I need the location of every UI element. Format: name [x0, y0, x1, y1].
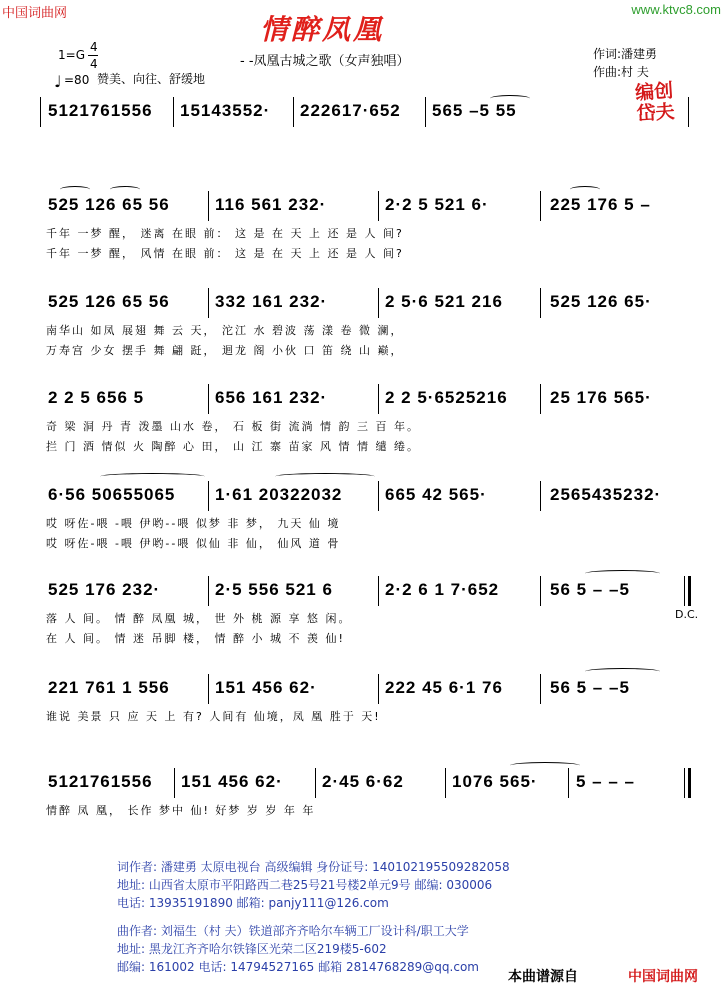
measure: 25 176 565· [550, 388, 652, 407]
measure-row [40, 195, 690, 221]
slur [100, 473, 205, 480]
barline [173, 97, 174, 127]
composer-credit: 作曲:村 夫 [593, 65, 649, 79]
measure: 2·2 5 521 6· [385, 195, 489, 214]
seal-line-1: 编创 [634, 79, 674, 105]
barline [208, 191, 209, 221]
da-capo-marking: D.C. [675, 608, 699, 621]
barline [208, 288, 209, 318]
footer-source: 本曲谱源自 [508, 969, 578, 985]
measure: 665 42 565· [385, 485, 487, 504]
barline [208, 384, 209, 414]
song-subtitle: - -凤凰古城之歌（女声独唱） [240, 54, 410, 69]
slur [490, 95, 530, 102]
slur [275, 473, 375, 480]
measure-row [40, 678, 690, 704]
final-barline-thick [688, 576, 691, 606]
lyricist-info-2: 地址: 山西省太原市平阳路西二巷25号21号楼2单元9号 邮编: 030006 [117, 878, 493, 892]
measure: 56 5 – –5 [550, 678, 630, 697]
measure: 2 2 5·6525216 [385, 388, 508, 407]
measure: 656 161 232· [215, 388, 328, 407]
lyric-line-2: 万寿宫 少女 摆手 舞 翩 跹， 迴龙 阁 小伙 口 笛 绕 山 巅， [46, 344, 404, 357]
measure: 5121761556 [48, 772, 153, 791]
barline [540, 576, 541, 606]
barline [568, 768, 569, 798]
tie [585, 570, 660, 577]
measure: 225 176 5 – [550, 195, 651, 214]
measure: 15143552· [180, 101, 271, 120]
barline [378, 674, 379, 704]
barline [174, 768, 175, 798]
measure: 2·2 6 1 7·652 [385, 580, 500, 599]
key-signature: 1=G [58, 48, 85, 62]
lyric-line-1: 南华山 如凤 展翅 舞 云 天， 沱江 水 碧波 荡 漾 卷 微 澜， [46, 324, 404, 337]
expression-marking: 赞美、向往、舒缓地 [97, 72, 206, 86]
time-signature-bottom: 4 [90, 57, 98, 71]
lyric-line-1: 谁说 美景 只 应 天 上 有? 人间有 仙境，凤 凰 胜于 天! [46, 710, 381, 723]
barline [378, 576, 379, 606]
barline [293, 97, 294, 127]
measure: 525 176 232· [48, 580, 161, 599]
lyric-line-2: 在 人 间。 情 迷 吊脚 楼， 情 醉 小 城 不 羡 仙! [46, 632, 345, 645]
lyricist-info-1: 词作者: 潘建勇 太原电视台 高级编辑 身份证号: 140102195509282058 [117, 860, 510, 874]
slur [60, 186, 90, 193]
barline [208, 481, 209, 511]
time-signature-top: 4 [90, 40, 98, 54]
lyric-line-1: 情醉 凤 凰， 长作 梦中 仙! 好梦 岁 岁 年 年 [46, 804, 316, 817]
lyric-line-1: 落 人 间。 情 醉 凤凰 城， 世 外 桃 源 享 悠 闲。 [46, 612, 352, 625]
lyric-line-2: 千年 一梦 醒， 风情 在眼 前： 这 是 在 天 上 还 是 人 间? [46, 247, 404, 260]
composer-info-3: 邮编: 161002 电话: 14794527165 邮箱 2814768289@qq.com [117, 960, 479, 974]
composer-info-2: 地址: 黑龙江齐齐哈尔铁锋区光荣二区219楼5-602 [117, 942, 387, 956]
lyricist-info-3: 电话: 13935191890 邮箱: panjy111@126.com [117, 896, 389, 910]
final-barline-thin [684, 576, 685, 606]
tie [585, 668, 660, 675]
barline [540, 481, 541, 511]
barline [425, 97, 426, 127]
slur [110, 186, 140, 193]
measure: 2 2 5 656 5 [48, 388, 145, 407]
barline [208, 674, 209, 704]
lyric-line-2: 哎 呀佐-喂 -喂 伊哟--喂 似仙 非 仙， 仙风 道 骨 [46, 537, 341, 550]
slur [570, 186, 600, 193]
measure: 525 126 65 56 [48, 292, 170, 311]
measure-row [40, 485, 690, 511]
measure-row [40, 580, 690, 606]
measure: 151 456 62· [181, 772, 283, 791]
measure: 222 45 6·1 76 [385, 678, 503, 697]
barline [315, 768, 316, 798]
barline [378, 384, 379, 414]
lyric-line-1: 奇 梁 洞 丹 青 泼墨 山水 卷， 石 板 街 流淌 情 韵 三 百 年。 [46, 420, 420, 433]
final-barline-thin [684, 768, 685, 798]
barline [688, 97, 689, 127]
barline [540, 191, 541, 221]
barline [378, 288, 379, 318]
lyric-line-1: 哎 呀佐-喂 -喂 伊哟--喂 似梦 非 梦， 九天 仙 境 [46, 517, 341, 530]
measure: 221 761 1 556 [48, 678, 170, 697]
measure: 2·45 6·62 [322, 772, 404, 791]
final-barline-thick [688, 768, 691, 798]
measure-row [40, 388, 690, 414]
seal-line-2: 岱夫 [635, 100, 676, 126]
lyric-line-1: 千年 一梦 醒， 迷离 在眼 前： 这 是 在 天 上 还 是 人 间? [46, 227, 404, 240]
measure-row [40, 772, 690, 798]
site-url-right[interactable]: www.ktvc8.com [631, 2, 721, 17]
barline [540, 288, 541, 318]
measure: 6·56 50655065 [48, 485, 176, 504]
measure: 116 561 232· [215, 195, 327, 214]
measure: 332 161 232· [215, 292, 328, 311]
measure: 525 126 65· [550, 292, 652, 311]
tie [510, 762, 580, 769]
barline [208, 576, 209, 606]
time-signature-line [88, 55, 98, 56]
composer-info-1: 曲作者: 刘福生（村 夫）铁道部齐齐哈尔车辆工厂设计科/职工大学 [117, 924, 469, 938]
measure-row [40, 101, 690, 127]
song-title: 情醉凤凰 [260, 13, 385, 46]
measure: 1076 565· [452, 772, 538, 791]
measure: 56 5 – –5 [550, 580, 630, 599]
measure: 565 –5 55 [432, 101, 517, 120]
lyricist-credit: 作词:潘建勇 [593, 47, 658, 61]
barline [540, 674, 541, 704]
barline [378, 481, 379, 511]
measure: 525 126 65 56 [48, 195, 170, 214]
barline [378, 191, 379, 221]
measure: 1·61 20322032 [215, 485, 343, 504]
barline [445, 768, 446, 798]
quarter-note-icon: ♩ [54, 72, 62, 91]
measure: 2 5·6 521 216 [385, 292, 503, 311]
measure-row [40, 292, 690, 318]
barline [540, 384, 541, 414]
start-barline [40, 97, 41, 127]
measure: 5 – – – [576, 772, 635, 791]
measure: 222617·652 [300, 101, 401, 120]
measure: 5121761556 [48, 101, 153, 120]
measure: 2565435232· [550, 485, 662, 504]
tempo-marking: =80 [64, 73, 90, 87]
measure: 151 456 62· [215, 678, 317, 697]
lyric-line-2: 拦 门 酒 情似 火 陶醉 心 田， 山 江 寨 苗家 风 情 情 缱 绻。 [46, 440, 420, 453]
measure: 2·5 556 521 6 [215, 580, 333, 599]
footer-site-link[interactable]: 中国词曲网 [628, 969, 698, 985]
site-logo-left[interactable]: 中国词曲网 [2, 6, 68, 21]
